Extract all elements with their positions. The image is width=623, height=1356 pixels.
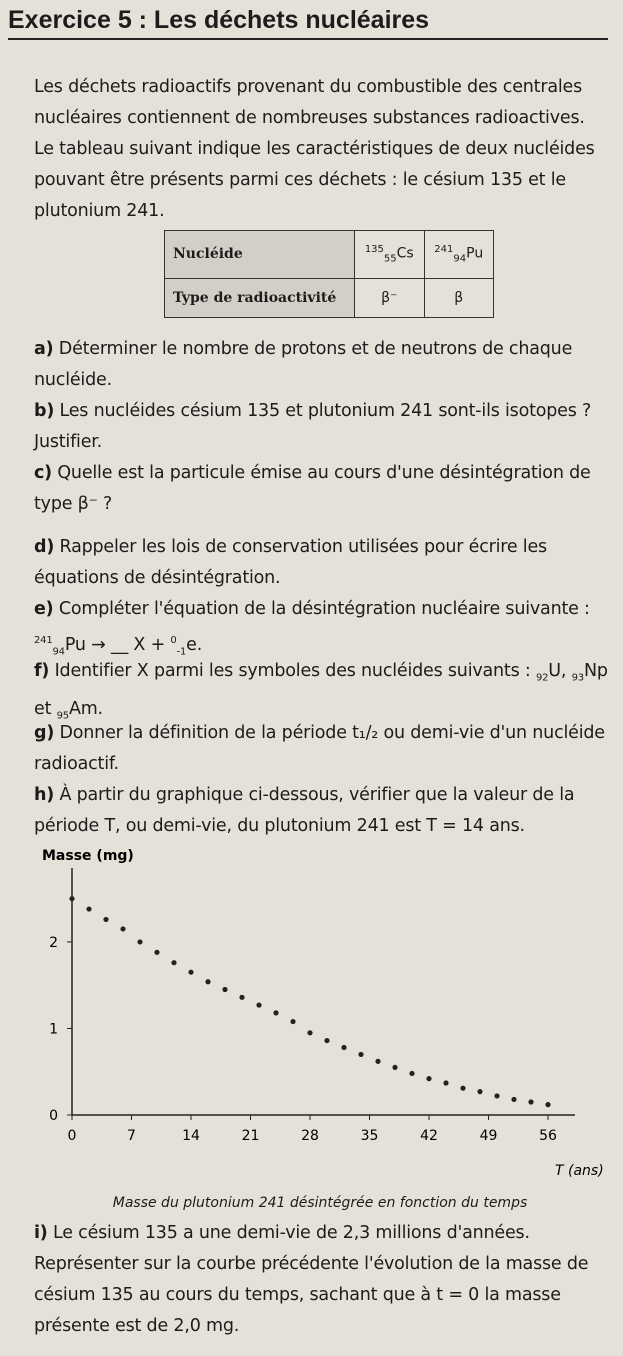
data-point-5 [154, 950, 159, 955]
x-tick-label-49: 49 [479, 1128, 498, 1144]
question-d: d) Rappeler les lois de conservation utilisées pour écrire les équations de désintégration. [34, 537, 547, 588]
y-tick-label-2: 2 [49, 934, 58, 951]
cell-cesium-symbol [355, 231, 424, 279]
cell-plutonium-type: β [424, 278, 494, 317]
data-point-24 [477, 1089, 482, 1094]
cs-z: 55 [383, 253, 397, 265]
x-tick-label-35: 35 [360, 1128, 379, 1144]
question-f: f) Identifier X parmi les symboles des nucléides suivants : $_{92}$U, $_{93}$Np et $_{95}$Am. [34, 661, 608, 721]
y-tick-label-0: 0 [49, 1108, 58, 1124]
question-a: a) Déterminer le nombre de protons et de neutrons de chaque nucléide. [34, 339, 573, 390]
x-tick-label-21: 21 [241, 1128, 260, 1144]
data-point-13 [290, 1019, 295, 1024]
data-point-4 [137, 939, 142, 944]
pu-mass: 241 [434, 244, 454, 256]
data-point-2 [103, 917, 108, 922]
question-b: b) Les nucléides césium 135 et plutonium 241 sont-ils isotopes ? Justifier. [34, 401, 592, 452]
data-point-23 [460, 1086, 465, 1091]
data-point-26 [511, 1097, 516, 1102]
data-point-0 [69, 896, 74, 901]
x-axis-label: T (ans) [555, 1163, 604, 1179]
data-point-16 [341, 1045, 346, 1050]
data-point-7 [188, 970, 193, 975]
nuclide-table [164, 230, 494, 318]
x-tick-label-0: 0 [67, 1128, 77, 1144]
cell-plutonium-symbol [424, 231, 494, 279]
data-point-19 [392, 1065, 397, 1070]
data-point-21 [426, 1076, 431, 1081]
x-tick-label-56: 56 [539, 1128, 557, 1144]
chart-caption: Masse du plutonium 241 désintégrée en fonction du temps [112, 1195, 528, 1211]
x-tick-label-42: 42 [420, 1128, 438, 1144]
cs-symbol: Cs [396, 245, 414, 262]
question-c: c) Quelle est la particule émise au cours d'une désintégration de type β⁻ ? [34, 463, 591, 514]
intro-paragraph: Les déchets radioactifs provenant du combustible des centrales nucléaires contiennent de nombreuses substances radioactives. Le tableau suivant indique les caractéristiques de deux nucléides pouvant être présents parmi ces déchets : le césium 135 et le plutonium 241. [34, 77, 595, 221]
x-tick-label-14: 14 [182, 1128, 200, 1144]
cell-cesium-type: β⁻ [355, 278, 424, 317]
data-point-18 [375, 1059, 380, 1064]
data-point-22 [443, 1080, 448, 1085]
data-point-20 [409, 1071, 414, 1076]
question-h: h) À partir du graphique ci-dessous, vérifier que la valeur de la période T, ou demi-vie, du plutonium 241 est T = 14 ans. [34, 785, 575, 836]
data-point-17 [358, 1052, 363, 1057]
cs-mass: 135 [364, 244, 384, 256]
data-point-15 [324, 1038, 329, 1043]
plutonium-mass-chart [30, 848, 604, 1180]
data-point-1 [86, 906, 91, 911]
data-point-9 [222, 987, 227, 992]
question-i: i) Le césium 135 a une demi-vie de 2,3 millions d'années. Représenter sur la courbe précédente l'évolution de la masse de césium 135 au cours du temps, sachant que à t = 0 la masse présente est de 2,0 mg. [34, 1223, 589, 1336]
data-point-12 [273, 1010, 278, 1015]
data-point-8 [205, 979, 210, 984]
data-point-14 [307, 1030, 312, 1035]
data-point-3 [120, 926, 125, 931]
x-tick-label-28: 28 [301, 1128, 319, 1144]
y-axis-label: Masse (mg) [42, 848, 134, 864]
table-header-nuclide: Nucléide [165, 231, 355, 279]
data-point-28 [545, 1102, 550, 1107]
question-e: e) Compléter l'équation de la désintégration nucléaire suivante : $^{241}_{94}$Pu → __ X + $^0_{-1}$e. [34, 599, 590, 658]
pu-symbol: Pu [466, 245, 484, 262]
data-point-27 [528, 1099, 533, 1104]
table-header-type: Type de radioactivité [165, 278, 355, 317]
data-point-10 [239, 995, 244, 1000]
question-g: g) Donner la définition de la période t₁/₂ ou demi-vie d'un nucléide radioactif. [34, 723, 605, 774]
x-tick-label-7: 7 [127, 1128, 136, 1144]
data-point-11 [256, 1002, 261, 1007]
pu-z: 94 [453, 253, 467, 265]
exercise-title: Exercice 5 : Les déchets nucléaires [8, 6, 608, 40]
data-point-25 [494, 1093, 499, 1098]
y-tick-label-1: 1 [49, 1021, 58, 1038]
data-point-6 [171, 960, 176, 965]
